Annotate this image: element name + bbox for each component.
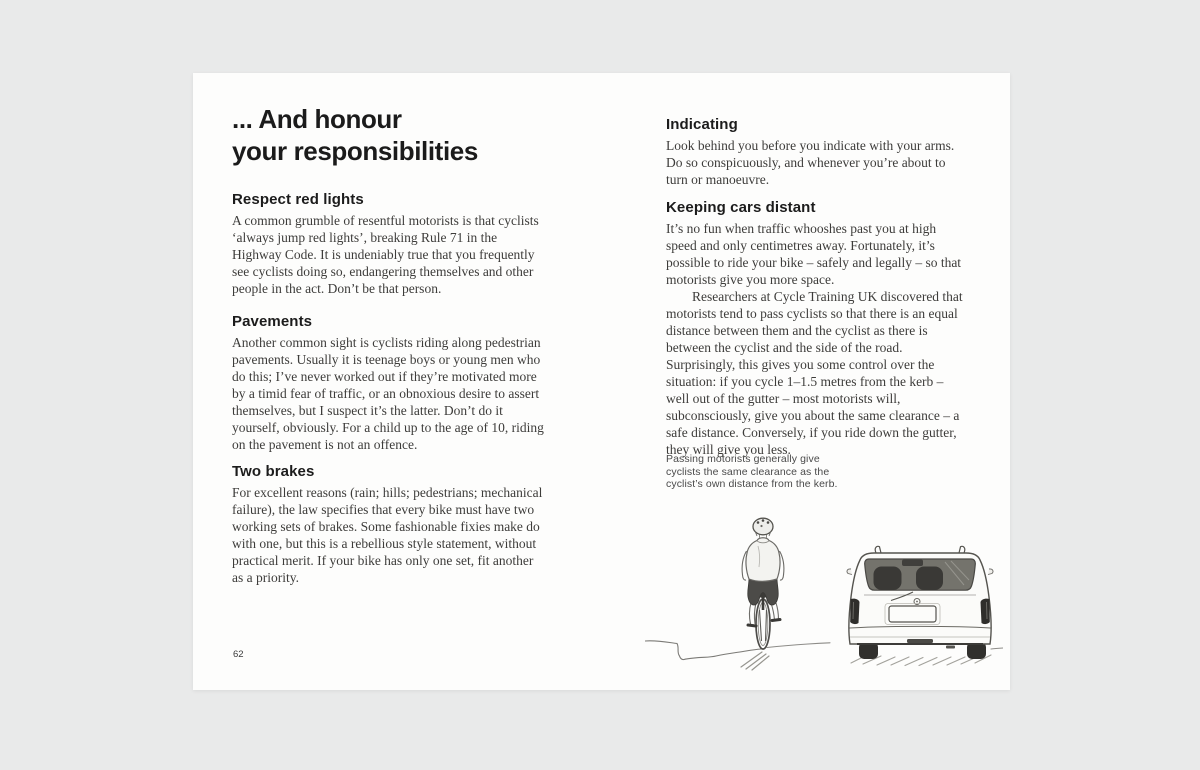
- section-respect-red-lights: [232, 191, 544, 297]
- cyclist-shadow: [741, 652, 769, 670]
- section-heading: Pavements: [232, 313, 313, 330]
- page-number: 62: [233, 649, 244, 660]
- cyclist-car-illustration: [645, 513, 1003, 675]
- section-body: A common grumble of resentful motorists is that cyclists ‘always jump red lights’, breaking Rule 71 in the Highway Code. It is undeniably true that you frequently see cyclists doing so, endangering themselves and other people in the act. Don’t be that person.: [232, 213, 539, 296]
- section-heading: Keeping cars distant: [666, 199, 816, 216]
- section-body: For excellent reasons (rain; hills; pedestrians; mechanical failure), the law specifies that every bike must have two working sets of brakes. Some fashionable fixies make do with one, but this is a rebellious style statement, without practical merit. If your bike has only one set, fit another as a priority.: [232, 485, 543, 585]
- illustration-caption: Passing motorists generally give cyclists the same clearance as the cyclist’s own distance from the kerb.: [666, 453, 838, 490]
- section-two-brakes: [232, 463, 544, 586]
- page-title-line2: your responsibilities: [232, 136, 478, 166]
- page-title-line1: ... And honour: [232, 104, 402, 134]
- section-heading: Respect red lights: [232, 191, 364, 208]
- estate-car: [847, 546, 993, 659]
- section-pavements: [232, 313, 544, 453]
- page-title: [232, 103, 562, 167]
- book-spread: [193, 73, 1010, 690]
- section-body: Look behind you before you indicate with your arms. Do so conspicuously, and whenever you’re about to turn or manoeuvre.: [666, 138, 955, 187]
- section-keeping-cars-distant: [666, 199, 968, 458]
- section-heading: Indicating: [666, 116, 738, 133]
- section-body: Another common sight is cyclists riding along pedestrian pavements. Usually it is teenage boys or young men who do this; I’ve never worked out if they’re motivated more by a timid fear of traffic, or an obnoxious desire to assert themselves, but I suspect it’s the latter. Don’t do it yourself, obviously. For a child up to the age of 10, riding on the pavement is not an offence.: [232, 335, 544, 452]
- cyclist-figure: [742, 518, 784, 649]
- section-body: It’s no fun when traffic whooshes past you at high speed and only centimetres away. Fortunately, it’s possible to ride your bike – safely and legally – so that motorists give you more space.: [666, 221, 962, 287]
- section-indicating: [666, 116, 968, 188]
- section-heading: Two brakes: [232, 463, 315, 480]
- section-body-continued: Researchers at Cycle Training UK discovered that motorists tend to pass cyclists so that there is an equal distance between them and the cyclist as there is between the cyclist and the side of the road. Surprisingly, this gives you some control over the situation: if you cycle 1–1.5 metres from the kerb – well out of the gutter – most motorists will, subconsciously, give you about the same clearance – a safe distance. Conversely, if you ride down the gutter, they will give you less.: [666, 289, 963, 457]
